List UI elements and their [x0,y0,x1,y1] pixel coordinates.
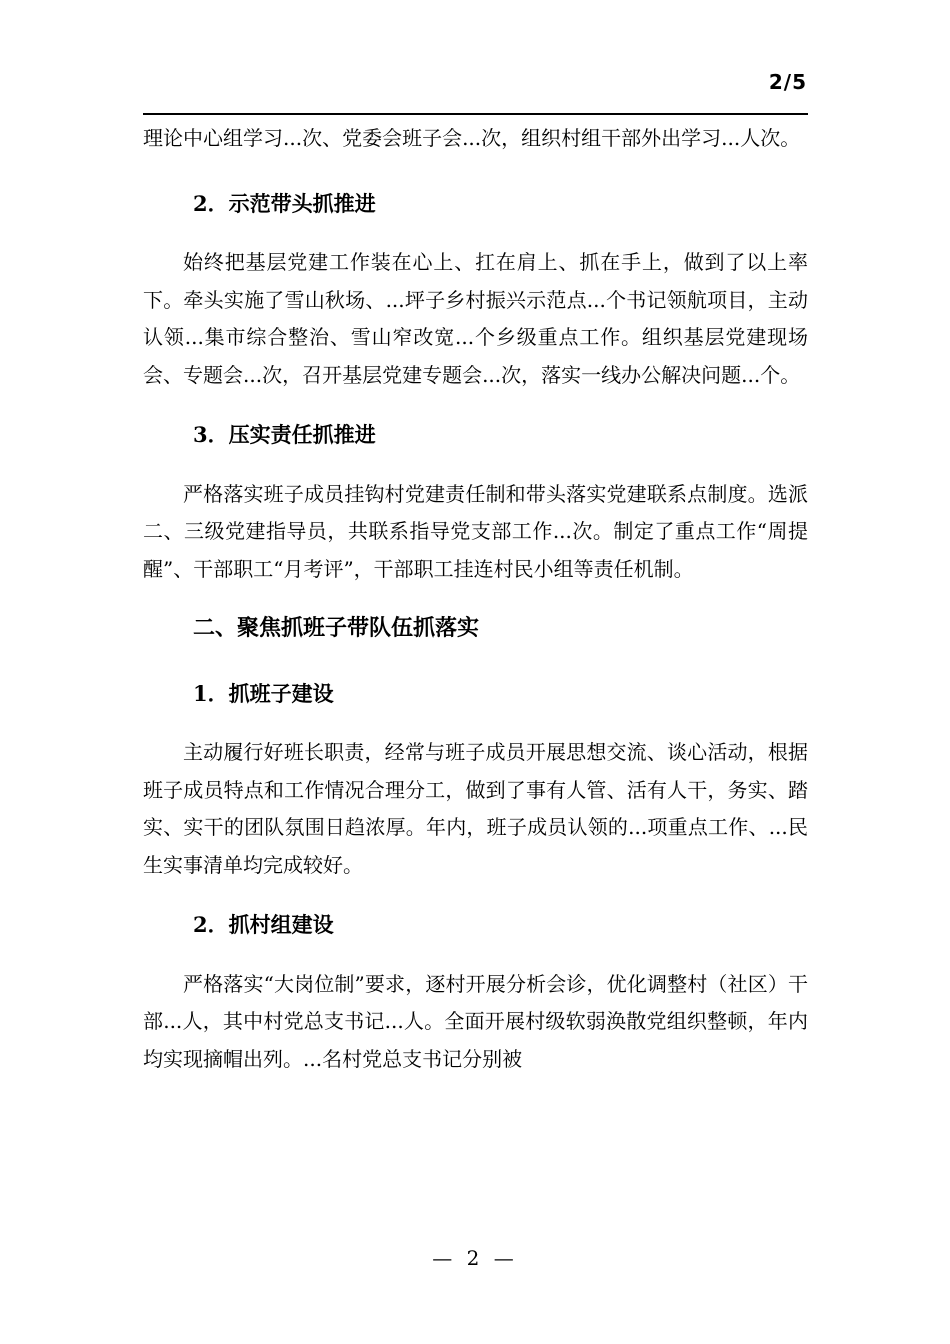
page-number-footer: — 2 — [432,1246,518,1270]
subheading-village-building: 2．抓村组建设 [193,912,334,937]
subheading-team-building: 1．抓班子建设 [193,680,334,706]
subheading-responsibility: 3．压实责任抓推进 [193,422,376,447]
document-body [143,120,808,1078]
paragraph-team-building: 主动履行好班长职责，经常与班子成员开展思想交流、谈心活动，根据班子成员特点和工作情况合理分工，做到了事有人管、活有人干，务实、踏实、实干的团队氛围日趋浓厚。年内，班子成员认领的...项重点工作、...民生实事清单均完成较好。 [143,740,808,877]
subheading-demonstration: 2．示范带头抓推进 [193,190,376,216]
section-heading-two: 二、聚焦抓班子带队伍抓落实 [193,615,480,641]
paragraph-continuation: 理论中心组学习...次、党委会班子会...次，组织村组干部外出学习...人次。 [143,126,801,150]
paragraph-demonstration: 始终把基层党建工作装在心上、扛在肩上、抓在手上，做到了以上率下。牵头实施了雪山秋场、...坪子乡村振兴示范点...个书记领航项目，主动认领...集市综合整治、雪山窄改宽...个乡级重点工作。组织基层党建现场会、专题会...次，召开基层党建专题会...次，落实一线办公解决问题...个。 [143,250,808,387]
header-rule [143,113,808,115]
paragraph-responsibility: 严格落实班子成员挂钩村党建责任制和带头落实党建联系点制度。选派二、三级党建指导员，共联系指导党支部工作...次。制定了重点工作“周提醒”、干部职工“月考评”，干部职工挂连村民小组等责任机制。 [143,481,808,581]
page-counter: 2/5 [768,70,807,94]
paragraph-village-building: 严格落实“大岗位制”要求，逐村开展分析会诊，优化调整村（社区）干部...人，其中村党总支书记...人。全面开展村级软弱涣散党组织整顿，年内均实现摘帽出列。...名村党总支书记分别被 [143,971,808,1071]
